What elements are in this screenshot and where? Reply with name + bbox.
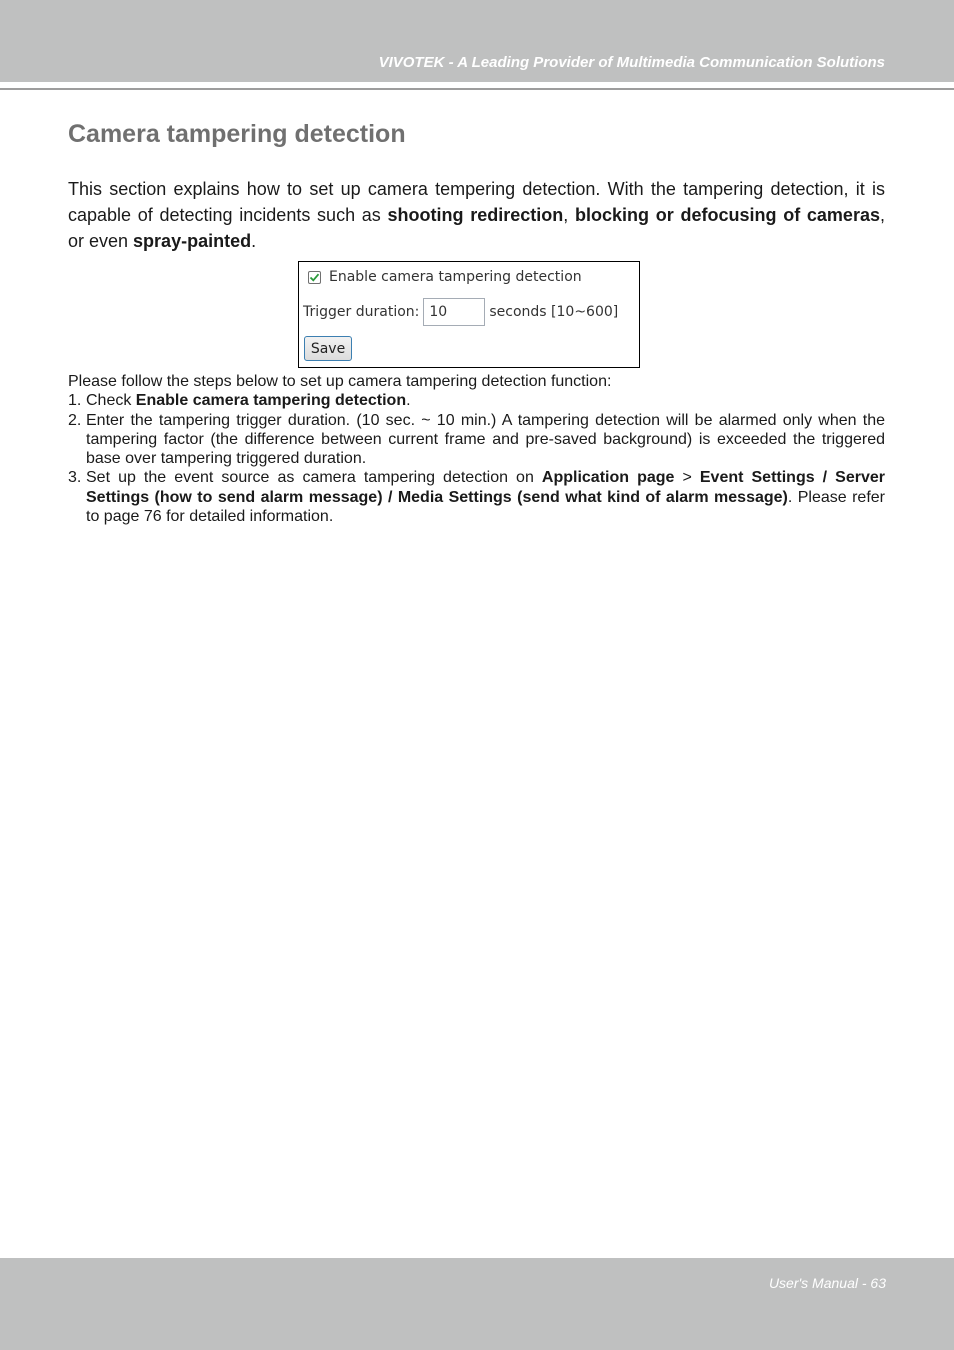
intro-text-2: , — [563, 205, 576, 225]
steps-intro: Please follow the steps below to set up camera tampering detection function: — [68, 373, 612, 390]
intro-bold-1: shooting redirection — [387, 205, 564, 225]
header-tagline: VIVOTEK - A Leading Provider of Multimedia Communication Solutions — [378, 54, 885, 71]
step-1-end: . — [406, 392, 411, 410]
trigger-duration-unit: seconds [10~600] — [489, 304, 619, 320]
step-3-text: Set up the event source as camera tampering detection on — [86, 469, 542, 487]
step-3-sep: > — [674, 469, 700, 487]
step-1-text: Check — [86, 392, 136, 410]
checkmark-icon — [309, 272, 320, 283]
step-3-end: . Please refer to page 76 for detailed information. — [86, 488, 886, 526]
step-number: 2. — [68, 411, 82, 429]
trigger-duration-row — [303, 298, 618, 326]
header-divider — [0, 88, 954, 90]
step-2-text: Enter the tampering trigger duration. (10 sec. ~ 10 min.) A tampering detection will be alarmed only when the tampering factor (the difference between current frame and pre-saved background) is exceeded the triggered base over tampering triggered duration. — [86, 411, 885, 468]
page-title: Camera tampering detection — [68, 120, 406, 148]
list-item — [68, 468, 885, 526]
intro-bold-3: spray-painted — [133, 231, 252, 251]
intro-bold-2: blocking or defocusing of cameras — [575, 205, 880, 225]
intro-text-4: . — [251, 231, 257, 251]
footer-page-label: User's Manual - 63 — [768, 1275, 886, 1291]
step-number: 3. — [68, 469, 82, 487]
step-text — [86, 468, 885, 526]
enable-tampering-checkbox[interactable] — [308, 271, 321, 284]
step-text — [86, 391, 885, 410]
enable-tampering-label: Enable camera tampering detection — [329, 269, 582, 285]
trigger-duration-label: Trigger duration: — [303, 304, 420, 320]
trigger-duration-input[interactable] — [423, 298, 485, 326]
intro-text-1: This section explains how to set up camera tempering detection. With the tampering detection, it is capable of detecting incidents such as — [68, 179, 885, 225]
step-number: 1. — [68, 392, 82, 410]
enable-tampering-row[interactable] — [308, 269, 582, 285]
list-item — [68, 391, 885, 410]
steps-section — [68, 372, 885, 526]
step-3-bold-1: Application page — [541, 469, 675, 487]
intro-paragraph — [68, 176, 885, 254]
save-button[interactable]: Save — [304, 336, 352, 361]
footer-band — [0, 1258, 954, 1350]
intro-text-3: , or even — [68, 205, 885, 251]
list-item — [68, 411, 885, 469]
step-1-bold: Enable camera tampering detection — [135, 392, 407, 410]
tampering-settings-panel — [298, 261, 640, 368]
step-3-bold-2: Event Settings / Server Settings (how to send alarm message) / Media Settings (send what kind of alarm message) — [86, 469, 885, 506]
